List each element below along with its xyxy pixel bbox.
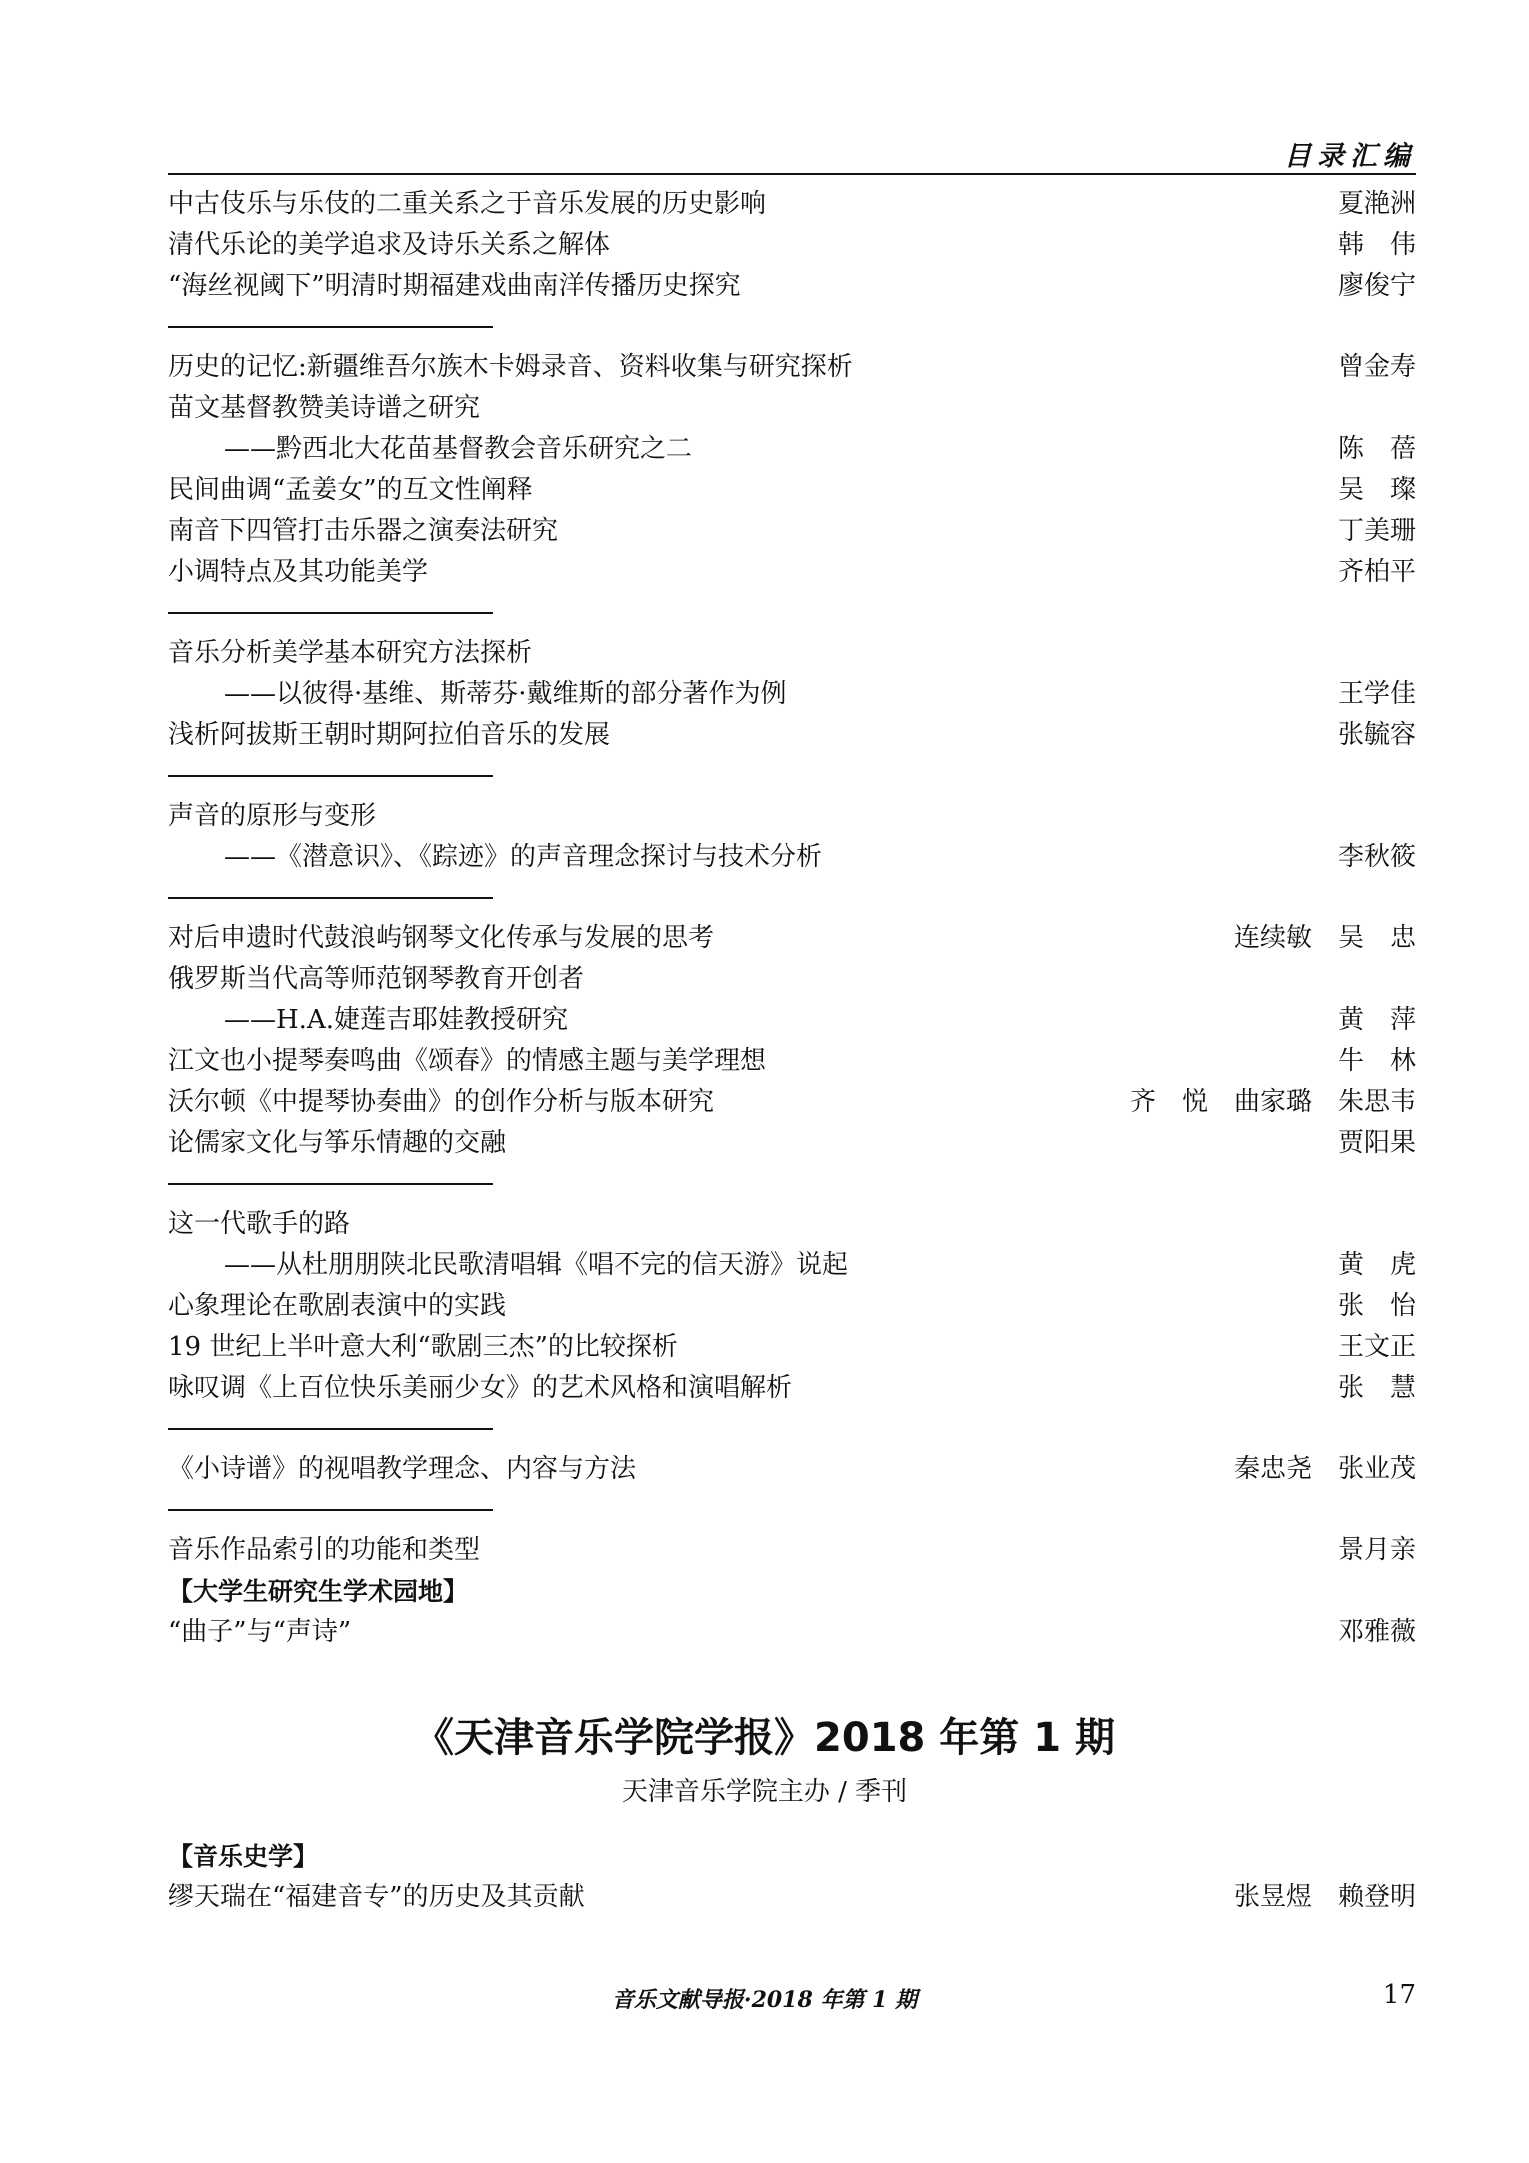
author-name: 张业茂 <box>1338 1454 1417 1484</box>
toc-entry <box>168 1286 1416 1327</box>
author-name: 贾阳果 <box>1338 1128 1417 1158</box>
toc-entry <box>168 388 1416 429</box>
toc-entry <box>168 715 1416 756</box>
toc-entry-title: 江文也小提琴奏鸣曲《颂春》的情感主题与美学理想 <box>168 1046 767 1076</box>
section-divider <box>168 1409 1416 1449</box>
toc-entry-title: 咏叹调《上百位快乐美丽少女》的艺术风格和演唱解析 <box>168 1373 793 1403</box>
toc-entry <box>168 429 1416 470</box>
author-name: 秦忠尧 <box>1234 1454 1313 1484</box>
toc-entry-title: 小调特点及其功能美学 <box>168 557 429 587</box>
author-name: 黄虎 <box>1338 1250 1416 1280</box>
table-of-contents <box>168 184 1416 1653</box>
toc-entry-authors <box>1130 1082 1416 1123</box>
author-name: 丁美珊 <box>1338 516 1417 546</box>
toc-entry-subtitle: ——《潜意识》、《踪迹》的声音理念探讨与技术分析 <box>224 842 823 872</box>
toc-entry <box>168 1041 1416 1082</box>
toc-entry <box>168 1368 1416 1409</box>
toc-entry-title: 民间曲调“孟姜女”的互文性阐释 <box>168 475 533 505</box>
toc-entry <box>168 1877 1416 1918</box>
section-divider <box>168 878 1416 918</box>
dot-leader <box>863 347 1328 388</box>
author-name: 王学佳 <box>1338 679 1417 709</box>
section-divider <box>168 756 1416 796</box>
toc-entry-title: 历史的记忆:新疆维吾尔族木卡姆录音、资料收集与研究探析 <box>168 352 853 382</box>
toc-entry-authors <box>1338 837 1416 878</box>
toc-entry <box>168 1123 1416 1164</box>
toc-entry <box>168 633 1416 674</box>
toc-entry-title: 《小诗谱》的视唱教学理念、内容与方法 <box>168 1454 637 1484</box>
dot-leader <box>490 1530 1328 1571</box>
toc-entry-authors <box>1338 1000 1416 1041</box>
footer-journal: 音乐文献导报·2018 年第 1 期 <box>611 1987 918 2013</box>
toc-entry-title: 19 世纪上半叶意大利“歌剧三杰”的比较探析 <box>168 1332 678 1362</box>
dot-leader <box>776 184 1328 225</box>
toc-entry <box>168 1327 1416 1368</box>
toc-entry-title: 对后申遗时代鼓浪屿钢琴文化传承与发展的思考 <box>168 923 715 953</box>
toc-entry <box>168 1000 1416 1041</box>
toc-entry-subtitle: ——H.A.婕莲吉耶娃教授研究 <box>224 1005 568 1035</box>
toc-entry-title: 浅析阿拔斯王朝时期阿拉伯音乐的发展 <box>168 720 611 750</box>
toc-entry-title: 缪天瑞在“福建音专”的历史及其贡献 <box>168 1882 585 1912</box>
toc-entry-authors <box>1338 1286 1416 1327</box>
toc-entry-title: 心象理论在歌剧表演中的实践 <box>168 1291 507 1321</box>
dot-leader <box>702 429 1328 470</box>
toc-entry-authors <box>1338 225 1416 266</box>
dot-leader <box>802 1368 1328 1409</box>
section-label: 【音乐史学】 <box>168 1842 319 1871</box>
dot-leader <box>832 837 1328 878</box>
toc-entry <box>168 1612 1416 1653</box>
dot-leader <box>688 1327 1328 1368</box>
author-name: 吴忠 <box>1338 923 1416 953</box>
header-rule <box>168 173 1416 175</box>
author-name: 曲家璐 <box>1234 1087 1313 1117</box>
toc-entry-subtitle: ——从杜朋朋陕北民歌清唱辑《唱不完的信天游》说起 <box>224 1250 849 1280</box>
toc-entry <box>168 837 1416 878</box>
issue-subtitle: 天津音乐学院主办 / 季刊 <box>621 1777 908 1807</box>
dot-leader <box>595 1877 1224 1918</box>
toc-entry-subtitle: ——黔西北大花苗基督教会音乐研究之二 <box>224 434 693 464</box>
toc-entry <box>168 184 1416 225</box>
author-name: 赖登明 <box>1338 1882 1417 1912</box>
toc-entry-authors <box>1234 1877 1416 1918</box>
author-name: 韩伟 <box>1338 230 1416 260</box>
section-divider <box>168 593 1416 633</box>
section-label: 【大学生研究生学术园地】 <box>168 1577 469 1606</box>
author-name: 曾金寿 <box>1338 352 1417 382</box>
author-name: 齐悦 <box>1130 1087 1208 1117</box>
toc-entry-title: 苗文基督教赞美诗谱之研究 <box>168 393 481 423</box>
toc-entry-authors <box>1234 1449 1416 1490</box>
dot-leader <box>858 1245 1328 1286</box>
toc-entry-title: 中古伎乐与乐伎的二重关系之于音乐发展的历史影响 <box>168 189 767 219</box>
toc-entry <box>168 347 1416 388</box>
dot-leader <box>620 715 1328 756</box>
toc-entry-authors <box>1338 1327 1416 1368</box>
author-name: 王文正 <box>1338 1332 1417 1362</box>
toc-entry-authors <box>1338 715 1416 756</box>
author-name: 张毓容 <box>1338 720 1417 750</box>
author-name: 齐柏平 <box>1338 557 1417 587</box>
toc-entry-subtitle: ——以彼得·基维、斯蒂芬·戴维斯的部分著作为例 <box>224 679 787 709</box>
page-number: 17 <box>1382 1980 1416 2010</box>
dot-leader <box>361 1612 1328 1653</box>
dot-leader <box>568 511 1328 552</box>
toc-entry <box>168 1082 1416 1123</box>
table-of-contents-issue <box>168 1836 1416 1918</box>
toc-entry-authors <box>1338 470 1416 511</box>
toc-entry <box>168 470 1416 511</box>
dot-leader <box>724 1082 1120 1123</box>
author-name: 张昱煜 <box>1234 1882 1313 1912</box>
toc-entry <box>168 674 1416 715</box>
toc-entry-title: 清代乐论的美学追求及诗乐关系之解体 <box>168 230 611 260</box>
author-name: 邓雅薇 <box>1338 1617 1417 1647</box>
toc-entry <box>168 918 1416 959</box>
author-name: 朱思韦 <box>1338 1087 1417 1117</box>
toc-entry <box>168 1204 1416 1245</box>
toc-entry-authors <box>1338 511 1416 552</box>
toc-entry-authors <box>1338 184 1416 225</box>
dot-leader <box>776 1041 1328 1082</box>
toc-entry-authors <box>1338 1041 1416 1082</box>
dot-leader <box>724 918 1224 959</box>
author-name: 张慧 <box>1338 1373 1416 1403</box>
section-divider <box>168 307 1416 347</box>
dot-leader <box>751 266 1328 307</box>
author-name: 张怡 <box>1338 1291 1416 1321</box>
toc-entry-authors <box>1338 1123 1416 1164</box>
toc-entry <box>168 796 1416 837</box>
toc-entry-authors <box>1338 1368 1416 1409</box>
toc-entry <box>168 1530 1416 1571</box>
dot-leader <box>646 1449 1224 1490</box>
toc-entry-title: 这一代歌手的路 <box>168 1209 351 1239</box>
dot-leader <box>516 1286 1328 1327</box>
author-name: 黄萍 <box>1338 1005 1416 1035</box>
toc-entry-authors <box>1338 674 1416 715</box>
toc-entry-title: 音乐分析美学基本研究方法探析 <box>168 638 533 668</box>
toc-entry-authors <box>1338 347 1416 388</box>
dot-leader <box>438 552 1328 593</box>
dot-leader <box>620 225 1328 266</box>
toc-entry-authors <box>1338 1530 1416 1571</box>
toc-entry <box>168 959 1416 1000</box>
dot-leader <box>578 1000 1328 1041</box>
toc-entry-authors <box>1338 429 1416 470</box>
toc-entry <box>168 1245 1416 1286</box>
toc-entry-authors <box>1338 1245 1416 1286</box>
issue-title: 《天津音乐学院学报》2018 年第 1 期 <box>414 1715 1115 1761</box>
dot-leader <box>797 674 1328 715</box>
section-divider <box>168 1164 1416 1204</box>
toc-entry-title: 沃尔顿《中提琴协奏曲》的创作分析与版本研究 <box>168 1087 715 1117</box>
toc-entry-title: 声音的原形与变形 <box>168 801 377 831</box>
dot-leader <box>543 470 1328 511</box>
running-head: 目录汇编 <box>1284 141 1416 172</box>
toc-entry <box>168 552 1416 593</box>
toc-entry <box>168 1449 1416 1490</box>
toc-entry <box>168 266 1416 307</box>
toc-entry-title: 俄罗斯当代高等师范钢琴教育开创者 <box>168 964 585 994</box>
toc-entry-authors <box>1338 552 1416 593</box>
author-name: 连续敏 <box>1234 923 1313 953</box>
toc-entry <box>168 225 1416 266</box>
toc-entry-title: 南音下四管打击乐器之演奏法研究 <box>168 516 559 546</box>
toc-entry-title: 论儒家文化与筝乐情趣的交融 <box>168 1128 507 1158</box>
author-name: 陈蓓 <box>1338 434 1416 464</box>
author-name: 景月亲 <box>1338 1535 1417 1565</box>
toc-entry <box>168 511 1416 552</box>
toc-entry-title: 音乐作品索引的功能和类型 <box>168 1535 481 1565</box>
author-name: 廖俊宁 <box>1338 271 1417 301</box>
author-name: 李秋筱 <box>1338 842 1417 872</box>
author-name: 牛林 <box>1338 1046 1416 1076</box>
toc-entry-title: “海丝视阈下”明清时期福建戏曲南洋传播历史探究 <box>168 271 741 301</box>
toc-entry-authors <box>1234 918 1416 959</box>
toc-entry-title: “曲子”与“声诗” <box>168 1617 352 1647</box>
section-divider <box>168 1490 1416 1530</box>
toc-entry-authors <box>1338 1612 1416 1653</box>
author-name: 夏滟洲 <box>1338 189 1417 219</box>
toc-entry-authors <box>1338 266 1416 307</box>
dot-leader <box>516 1123 1328 1164</box>
author-name: 吴璨 <box>1338 475 1416 505</box>
